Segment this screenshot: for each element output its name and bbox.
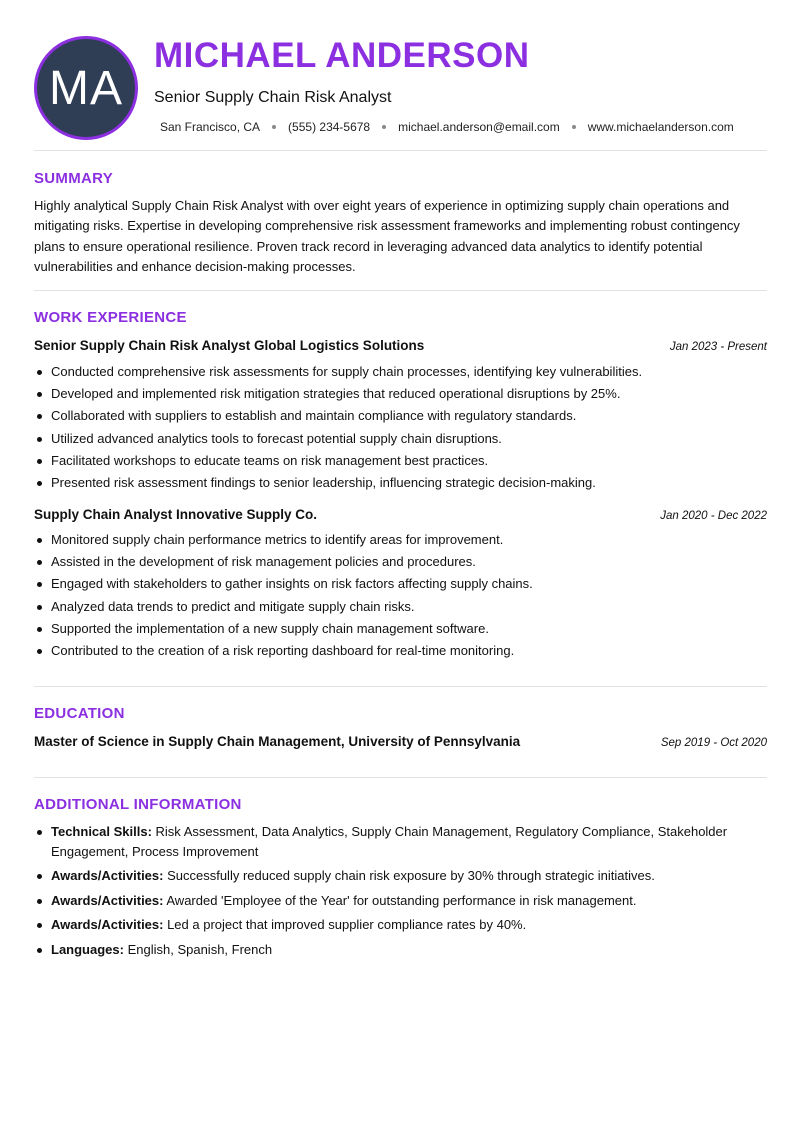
list-item xyxy=(34,915,767,935)
education-degree: Master of Science in Supply Chain Management, University of Pennsylvania xyxy=(34,734,521,749)
separator-dot-icon xyxy=(572,125,576,129)
avatar xyxy=(34,36,138,140)
list-item: Contributed to the creation of a risk reporting dashboard for real-time monitoring. xyxy=(34,640,767,662)
job-bullets xyxy=(34,529,767,662)
list-item: Assisted in the development of risk management policies and procedures. xyxy=(34,551,767,573)
section-title-additional: ADDITIONAL INFORMATION xyxy=(34,796,242,813)
contact-email[interactable]: michael.anderson@email.com xyxy=(398,120,560,134)
list-item xyxy=(34,891,767,911)
candidate-name: MICHAEL ANDERSON xyxy=(154,36,530,75)
job-header xyxy=(34,507,767,522)
summary-text: Highly analytical Supply Chain Risk Analyst with over eight years of experience in optimizing supply chain operations and mitigating risks. Expertise in developing comprehensive risk assessment frameworks and implementing robust contingency plans to ensure operational resilience. Proven track record in leveraging advanced data analytics to identify potential vulnerabilities and enhance decision-making processes. xyxy=(34,198,740,274)
item-label: Languages: xyxy=(51,941,124,957)
section-title-summary: SUMMARY xyxy=(34,170,114,187)
list-item: Monitored supply chain performance metrics to identify areas for improvement. xyxy=(34,529,767,551)
job-bullets xyxy=(34,361,767,494)
job-header xyxy=(34,338,767,353)
list-item xyxy=(34,940,767,960)
divider xyxy=(34,290,767,291)
divider xyxy=(34,777,767,778)
item-text: Risk Assessment, Data Analytics, Supply Chain Management, Regulatory Compliance, Stakeholder Engagement, Process Improvement xyxy=(51,824,728,859)
list-item: Presented risk assessment findings to senior leadership, influencing strategic decision-making. xyxy=(34,472,767,494)
list-item: Developed and implemented risk mitigation strategies that reduced operational disruptions by 25%. xyxy=(34,383,767,405)
job-date: Jan 2020 - Dec 2022 xyxy=(660,510,767,522)
job-title: Senior Supply Chain Risk Analyst Global Logistics Solutions xyxy=(34,338,425,353)
education-date: Sep 2019 - Oct 2020 xyxy=(660,737,767,749)
separator-dot-icon xyxy=(382,125,386,129)
list-item xyxy=(34,866,767,886)
additional-info-list xyxy=(34,822,767,964)
contact-location: San Francisco, CA xyxy=(160,120,261,134)
item-label: Technical Skills: xyxy=(51,824,152,839)
contact-website[interactable]: www.michaelanderson.com xyxy=(587,120,734,134)
list-item: Engaged with stakeholders to gather insights on risk factors affecting supply chains. xyxy=(34,573,767,595)
item-text: Successfully reduced supply chain risk exposure by 30% through strategic initiatives. xyxy=(163,868,655,883)
list-item: Analyzed data trends to predict and mitigate supply chain risks. xyxy=(34,596,767,618)
separator-dot-icon xyxy=(272,125,276,129)
list-item: Utilized advanced analytics tools to forecast potential supply chain disruptions. xyxy=(34,428,767,450)
job-title: Supply Chain Analyst Innovative Supply Co. xyxy=(34,507,318,522)
list-item xyxy=(34,822,767,861)
item-text: Led a project that improved supplier compliance rates by 40%. xyxy=(163,917,527,932)
list-item: Supported the implementation of a new supply chain management software. xyxy=(34,618,767,640)
section-title-education: EDUCATION xyxy=(34,705,125,722)
item-label: Awards/Activities: xyxy=(51,917,164,932)
item-label: Awards/Activities: xyxy=(51,892,164,908)
contact-phone: (555) 234-5678 xyxy=(288,120,371,134)
list-item: Facilitated workshops to educate teams on risk management best practices. xyxy=(34,450,767,472)
divider xyxy=(34,686,767,687)
item-text: Awarded 'Employee of the Year' for outstanding performance in risk management. xyxy=(163,892,637,908)
contact-line xyxy=(160,120,734,134)
education-header xyxy=(34,734,767,749)
item-label: Awards/Activities: xyxy=(51,868,164,883)
item-text: English, Spanish, French xyxy=(123,941,273,957)
list-item: Collaborated with suppliers to establish and maintain compliance with regulatory standards. xyxy=(34,405,767,427)
job-date: Jan 2023 - Present xyxy=(669,341,767,353)
section-title-experience: WORK EXPERIENCE xyxy=(34,309,187,326)
list-item: Conducted comprehensive risk assessments for supply chain processes, identifying key vulnerabilities. xyxy=(34,361,767,383)
divider xyxy=(34,150,767,151)
avatar-initials: MA xyxy=(49,61,123,115)
candidate-role: Senior Supply Chain Risk Analyst xyxy=(154,89,392,106)
